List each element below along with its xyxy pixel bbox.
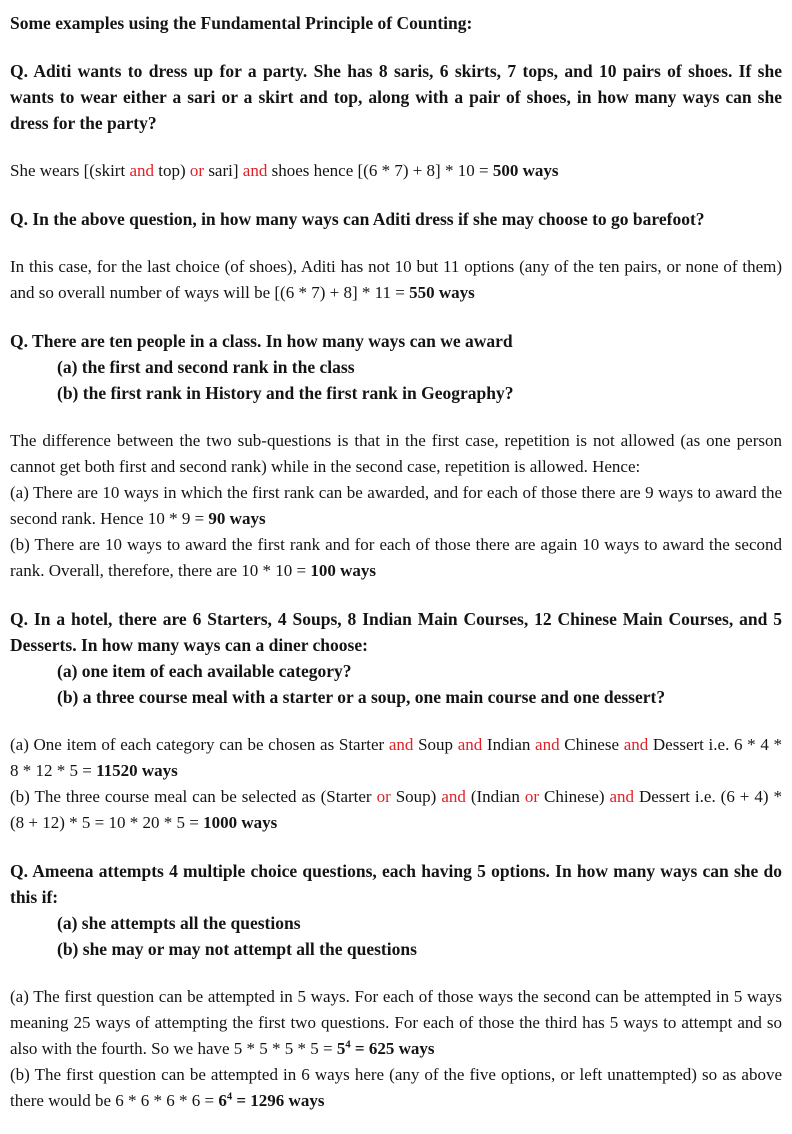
text-segment: shoes hence [(6 * 7) + 8] * 10 = — [267, 161, 493, 180]
result-text: 11520 ways — [96, 761, 178, 780]
text-segment: (a) One item of each category can be chosen as Starter — [10, 735, 389, 754]
text-segment: Chinese — [559, 735, 624, 754]
connector-word: and — [441, 787, 466, 806]
answer-paragraph — [10, 1062, 782, 1114]
text-segment: Soup) — [390, 787, 442, 806]
text-segment: Dessert i.e. 6 * 4 * 8 * 12 * 5 = — [10, 735, 782, 780]
answer-block — [10, 732, 782, 836]
answer-block — [10, 428, 782, 584]
text-segment: Indian — [482, 735, 536, 754]
text-segment: Dessert i.e. (6 + 4) * (8 + 12) * 5 = 10 * 20 * 5 = — [10, 787, 782, 832]
answer-block — [10, 158, 782, 184]
answer-paragraph — [10, 984, 782, 1062]
answer-paragraph — [10, 254, 782, 306]
text-segment: Q. Aditi wants to dress up for a party. She has 8 saris, 6 skirts, 7 tops, and 10 pairs of shoes. If she wants to wear either a sari or a skirt and top, along with a pair of shoes, in how many ways can she dress for the party? — [10, 61, 782, 133]
question-subitem — [10, 936, 782, 962]
text-segment: She wears [(skirt — [10, 161, 130, 180]
text-segment: sari] — [204, 161, 243, 180]
question-subitem — [10, 380, 782, 406]
text-segment: Q. Ameena attempts 4 multiple choice questions, each having 5 options. In how many ways can she do this if: — [10, 861, 782, 907]
text-segment: Chinese) — [539, 787, 610, 806]
text-segment: (b) the first rank in History and the first rank in Geography? — [57, 383, 514, 403]
text-segment: (a) one item of each available category? — [57, 661, 352, 681]
exponent: 4 — [345, 1039, 351, 1051]
question-block — [10, 328, 782, 406]
result-text: 550 ways — [409, 283, 475, 302]
question-paragraph — [10, 206, 782, 232]
text-segment: In this case, for the last choice (of shoes), Aditi has not 10 but 11 options (any of the ten pairs, or none of them) and so overall number of ways will be [(6 * 7) + 8] * 11 = — [10, 257, 782, 302]
connector-word: and — [388, 735, 414, 754]
text-segment: Q. In the above question, in how many ways can Aditi dress if she may choose to go barefoot? — [10, 209, 705, 229]
question-block — [10, 858, 782, 962]
document-content — [10, 58, 782, 1114]
result-text: 500 ways — [492, 161, 559, 180]
text-segment: (a) the first and second rank in the class — [57, 357, 355, 377]
question-block — [10, 206, 782, 232]
question-subitem — [10, 658, 782, 684]
answer-block — [10, 254, 782, 306]
connector-word: or — [189, 161, 205, 180]
answer-paragraph — [10, 158, 782, 184]
text-segment: (b) a three course meal with a starter or a soup, one main course and one dessert? — [57, 687, 666, 707]
connector-word: and — [457, 735, 483, 754]
connector-word: and — [535, 735, 560, 754]
connector-word: or — [376, 787, 391, 806]
connector-word: and — [609, 787, 634, 806]
text-segment: Soup — [413, 735, 458, 754]
answer-paragraph — [10, 732, 782, 784]
answer-block — [10, 984, 782, 1114]
text-segment: (b) The first question can be attempted in 6 ways here (any of the five options, or left unattempted) so as above there would be 6 * 6 * 6 * 6 = — [10, 1065, 782, 1110]
connector-word: or — [524, 787, 540, 806]
result-text: = 625 ways — [350, 1039, 435, 1058]
text-segment: (b) she may or may not attempt all the questions — [57, 939, 417, 959]
question-block — [10, 606, 782, 710]
exponent: 4 — [226, 1091, 233, 1103]
result-text: = 1296 ways — [232, 1091, 325, 1110]
answer-paragraph — [10, 784, 782, 836]
question-paragraph — [10, 328, 782, 354]
connector-word: and — [129, 161, 154, 180]
question-subitem — [10, 354, 782, 380]
question-paragraph — [10, 58, 782, 136]
question-subitem — [10, 684, 782, 710]
result-text: 5 — [336, 1039, 346, 1058]
text-segment: (a) she attempts all the questions — [57, 913, 301, 933]
text-segment: (Indian — [465, 787, 525, 806]
connector-word: and — [242, 161, 268, 180]
question-block — [10, 58, 782, 136]
text-segment: top) — [154, 161, 190, 180]
text-segment: Q. In a hotel, there are 6 Starters, 4 Soups, 8 Indian Main Courses, 12 Chinese Main Courses, and 5 Desserts. In how many ways can a diner choose: — [10, 609, 782, 655]
text-segment: (b) There are 10 ways to award the first rank and for each of those there are again 10 ways to award the second rank. Overall, therefore, there are 10 * 10 = — [10, 535, 782, 580]
page-heading: Some examples using the Fundamental Principle of Counting: — [10, 13, 473, 33]
result-text: 90 ways — [208, 509, 266, 528]
answer-paragraph — [10, 428, 782, 480]
result-text: 1000 ways — [203, 813, 278, 832]
text-segment: (a) The first question can be attempted in 5 ways. For each of those ways the second can be attempted in 5 ways meaning 25 ways of attempting the first two questions. For each of those the third has 5 ways to attempt and so also with the fourth. So we have 5 * 5 * 5 * 5 = — [10, 987, 782, 1058]
text-segment: The difference between the two sub-questions is that in the first case, repetition is not allowed (as one person cannot get both first and second rank) while in the second case, repetition is allowed. Hence: — [10, 431, 782, 476]
text-segment: Q. There are ten people in a class. In how many ways can we award — [10, 331, 513, 351]
question-subitem — [10, 910, 782, 936]
answer-paragraph — [10, 532, 782, 584]
question-paragraph — [10, 606, 782, 658]
answer-paragraph — [10, 480, 782, 532]
question-paragraph — [10, 858, 782, 910]
result-text: 6 — [218, 1091, 227, 1110]
text-segment: (b) The three course meal can be selected as (Starter — [10, 787, 377, 806]
result-text: 100 ways — [310, 561, 376, 580]
connector-word: and — [623, 735, 649, 754]
text-segment: (a) There are 10 ways in which the first rank can be awarded, and for each of those there are 9 ways to award the second rank. Hence 10 * 9 = — [10, 483, 782, 528]
